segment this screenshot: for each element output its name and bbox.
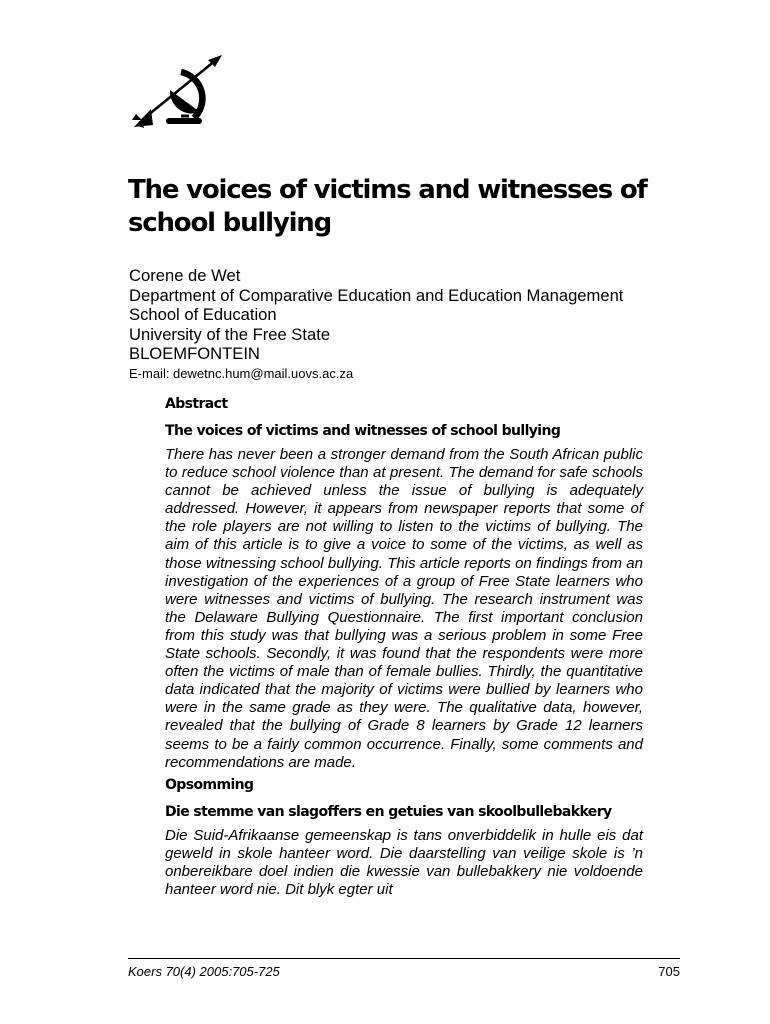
author-email: E-mail: dewetnc.hum@mail.uovs.ac.za [129,365,354,381]
abstract-text: There has never been a stronger demand from the South African public to reduce school violence than at present. The demand for safe schools cannot be achieved unless the issue of bullying is adequately addressed. However, it appears from newspaper reports that some of the role players are not willing to listen to the victims of bullying. The aim of this article is to give a voice to some of the victims, as well as those witnessing school bullying. This article reports on findings from an investigation of the experiences of a group of Free State learners who were witnesses and victims of bullying. The research instrument was the Delaware Bullying Questionnaire. The first important conclusion from this study was that bullying was a serious problem in some Free State schools. Secondly, it was found that the respondents were more often the victims of male than of female bullies. Thirdly, the quantitative data indicated that the majority of victims were bullied by learners who were in the same grade as they were. The qualitative data, however, revealed that the bullying of Grade 8 learners by Grade 12 learners seems to be a fairly common occurrence. Finally, some comments and recommendations are made. [165,446,643,771]
page-number: 705 [658,964,680,979]
article-title: The voices of victims and witnesses of school bullying [128,175,647,238]
author-block [129,266,709,384]
author-school: School of Education [129,305,277,325]
author-city: BLOEMFONTEIN [129,344,260,364]
author-name: Corene de Wet [129,266,241,285]
author-university: University of the Free State [129,324,331,344]
abstract-subtitle: The voices of victims and witnesses of school bullying [165,423,561,439]
journal-logo-icon [128,54,224,134]
footer-divider [128,958,680,959]
opsomming-text: Die Suid-Afrikaanse gemeenskap is tans onverbiddelik in hulle eis dat geweld in skole hanteer word. Die daarstelling van veilige skole is ’n onbereikbare doel indien die kwessie van bullebakkery nie voldoende hanteer word nie. Dit blyk egter uit [165,826,643,898]
abstract-section [165,395,643,903]
author-department: Department of Comparative Education and Education Management [129,285,624,305]
footer-citation: Koers 70(4) 2005:705-725 [128,964,280,979]
abstract-heading: Abstract [165,396,228,412]
opsomming-heading: Opsomming [165,776,254,793]
opsomming-subtitle: Die stemme van slagoffers en getuies van skoolbullebakkery [165,803,612,820]
